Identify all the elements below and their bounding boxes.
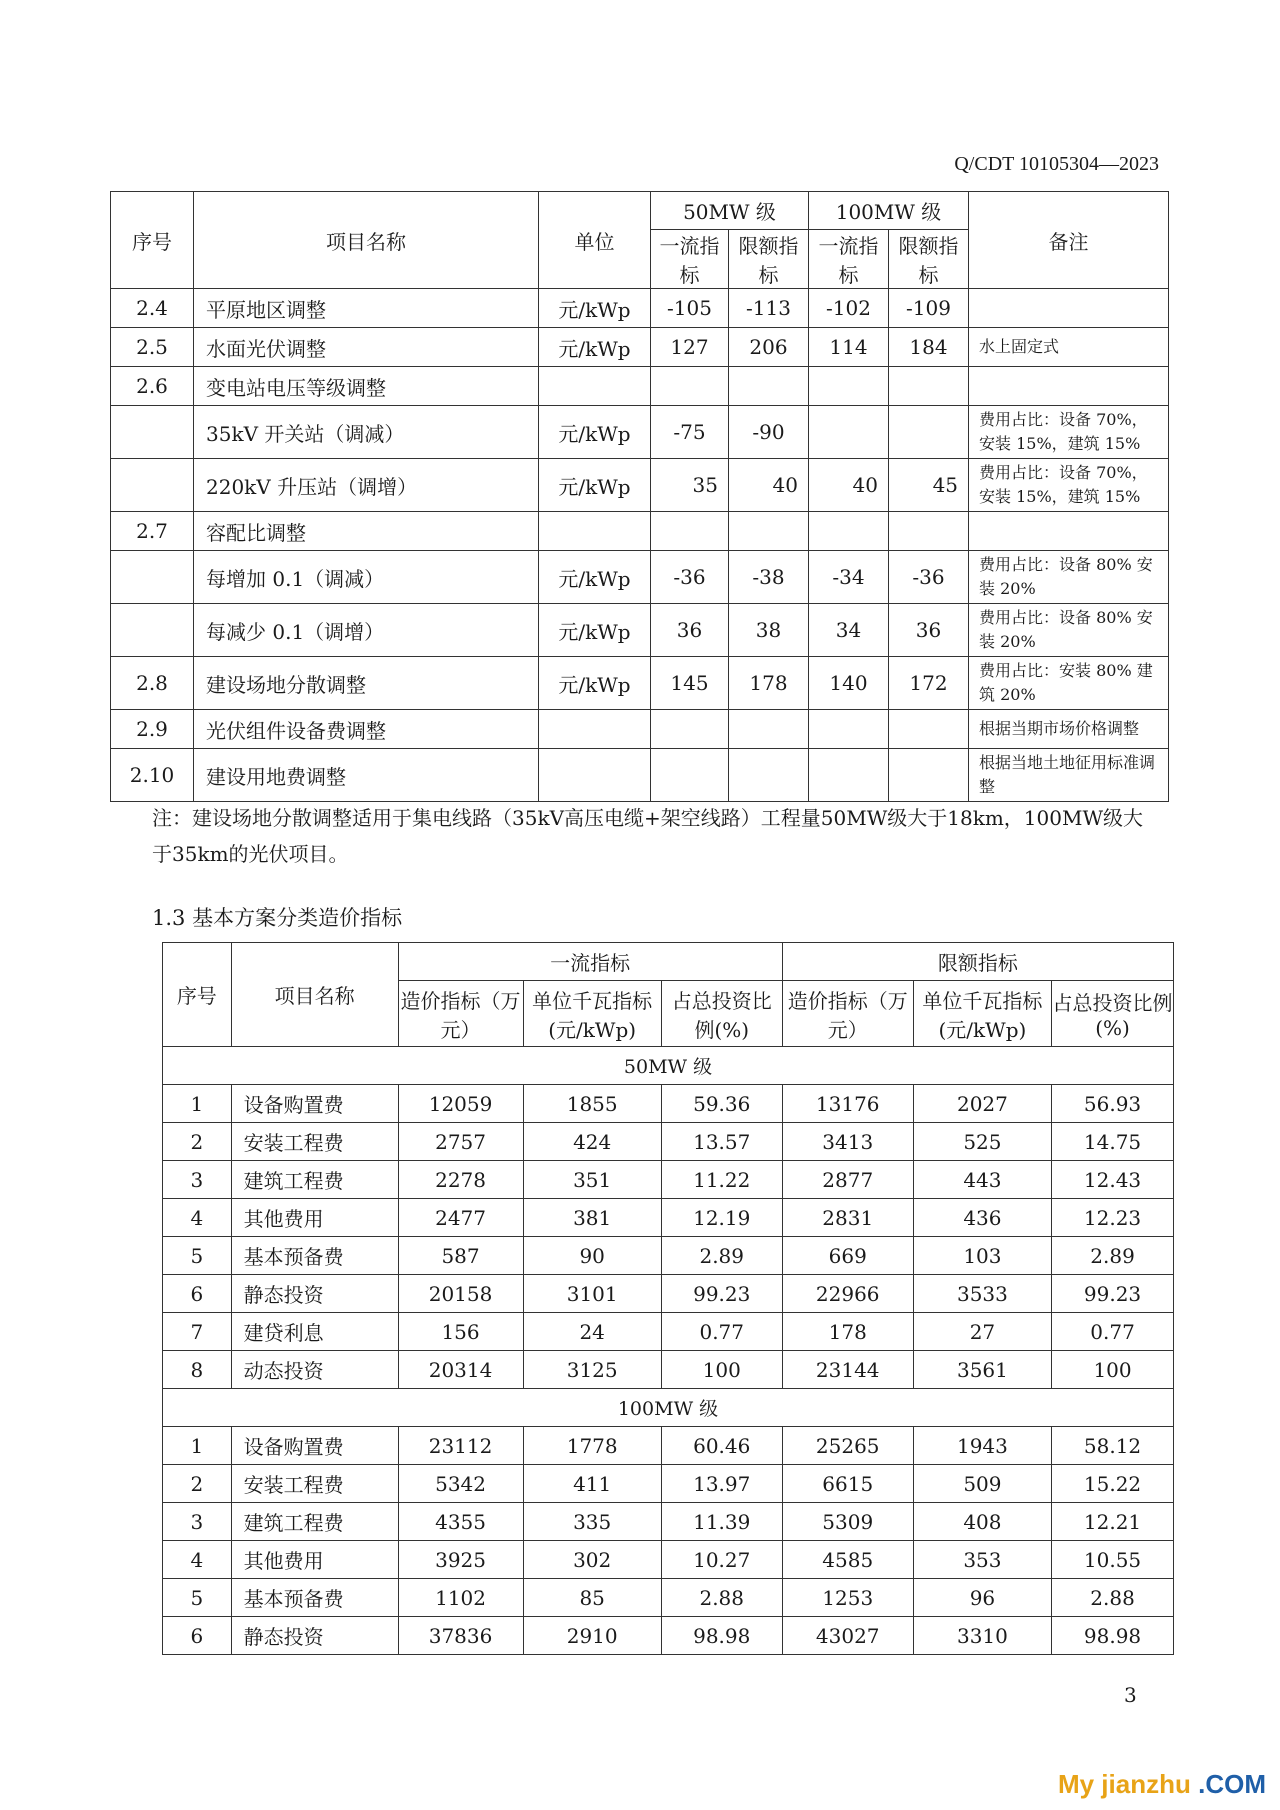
cell-value: 14.75	[1052, 1123, 1174, 1161]
col-cost: 造价指标（万元）	[398, 981, 523, 1047]
table-row	[163, 1351, 1174, 1389]
cell-value: 443	[913, 1161, 1051, 1199]
cell-value: 509	[913, 1465, 1051, 1503]
page-number: 3	[1124, 1683, 1137, 1707]
col-unit-cost: 单位千瓦指标(元/kWp)	[913, 981, 1051, 1047]
cell-value	[651, 749, 729, 802]
col-ratio: 占总投资比例(%)	[1052, 981, 1174, 1047]
cell-value: 172	[889, 657, 969, 710]
col-remark: 备注	[969, 192, 1169, 289]
cell-seq: 5	[163, 1237, 232, 1275]
cell-value: 59.36	[661, 1085, 782, 1123]
table-row	[163, 1541, 1174, 1579]
cell-value: 10.55	[1052, 1541, 1174, 1579]
col-unit: 单位	[539, 192, 651, 289]
table-row	[163, 1617, 1174, 1655]
cell-name: 建设场地分散调整	[194, 657, 539, 710]
cell-value: 525	[913, 1123, 1051, 1161]
cell-value: 1855	[523, 1085, 661, 1123]
cell-value	[809, 512, 889, 551]
cell-value: 411	[523, 1465, 661, 1503]
cell-name: 其他费用	[231, 1199, 398, 1237]
adjustment-table	[110, 191, 1169, 802]
cell-value: 23112	[398, 1427, 523, 1465]
cell-value: 178	[782, 1313, 913, 1351]
cell-seq	[111, 406, 194, 459]
col-ratio: 占总投资比例(%)	[661, 981, 782, 1047]
table-row	[111, 657, 1169, 710]
cell-value: 34	[809, 604, 889, 657]
table-row	[111, 551, 1169, 604]
cell-name: 其他费用	[231, 1541, 398, 1579]
cell-value	[809, 367, 889, 406]
cell-value	[889, 749, 969, 802]
cell-seq: 2.5	[111, 328, 194, 367]
cell-seq: 2.7	[111, 512, 194, 551]
cell-value: 36	[651, 604, 729, 657]
cell-value: 2.89	[661, 1237, 782, 1275]
cell-value: 56.93	[1052, 1085, 1174, 1123]
cell-seq: 2	[163, 1123, 232, 1161]
cell-seq: 2	[163, 1465, 232, 1503]
cell-value: 43027	[782, 1617, 913, 1655]
cell-value: 103	[913, 1237, 1051, 1275]
table-row	[111, 459, 1169, 512]
cell-value: 1253	[782, 1579, 913, 1617]
cell-value: 353	[913, 1541, 1051, 1579]
cell-value: 5309	[782, 1503, 913, 1541]
cell-unit	[539, 512, 651, 551]
cell-value: 10.27	[661, 1541, 782, 1579]
cell-value: 3125	[523, 1351, 661, 1389]
cell-value: 140	[809, 657, 889, 710]
cell-value: -34	[809, 551, 889, 604]
cell-value: 99.23	[1052, 1275, 1174, 1313]
cell-value: -102	[809, 289, 889, 328]
cell-value: 156	[398, 1313, 523, 1351]
cell-value: 2027	[913, 1085, 1051, 1123]
table-row	[111, 710, 1169, 749]
site-watermark	[1058, 1769, 1266, 1800]
cell-value	[729, 710, 809, 749]
cell-value: 98.98	[661, 1617, 782, 1655]
col-group-first-class: 一流指标	[398, 943, 782, 981]
cell-seq: 2.8	[111, 657, 194, 710]
cell-value: 45	[889, 459, 969, 512]
table-row	[163, 1275, 1174, 1313]
cell-remark: 费用占比：安装 80% 建筑 20%	[969, 657, 1169, 710]
cell-value: 424	[523, 1123, 661, 1161]
cell-value: 12.21	[1052, 1503, 1174, 1541]
table-row	[111, 604, 1169, 657]
cell-name: 建贷利息	[231, 1313, 398, 1351]
cell-value: 13176	[782, 1085, 913, 1123]
cell-value: 96	[913, 1579, 1051, 1617]
col-group-100mw: 100MW 级	[809, 192, 969, 230]
cell-seq: 1	[163, 1085, 232, 1123]
cell-unit: 元/kWp	[539, 459, 651, 512]
cell-name: 建设用地费调整	[194, 749, 539, 802]
cell-name: 静态投资	[231, 1617, 398, 1655]
cell-seq: 5	[163, 1579, 232, 1617]
cell-seq: 4	[163, 1199, 232, 1237]
table-row	[163, 1161, 1174, 1199]
cell-seq: 3	[163, 1503, 232, 1541]
cell-name: 光伏组件设备费调整	[194, 710, 539, 749]
cell-value: 381	[523, 1199, 661, 1237]
table-row	[163, 1313, 1174, 1351]
cell-unit: 元/kWp	[539, 604, 651, 657]
standard-code: Q/CDT 10105304—2023	[954, 153, 1159, 175]
cell-value: 99.23	[661, 1275, 782, 1313]
col-unit-cost: 单位千瓦指标(元/kWp)	[523, 981, 661, 1047]
cell-value: -90	[729, 406, 809, 459]
cell-value	[809, 749, 889, 802]
cell-value: 2278	[398, 1161, 523, 1199]
cell-value	[809, 406, 889, 459]
cell-name: 动态投资	[231, 1351, 398, 1389]
cell-value: 2757	[398, 1123, 523, 1161]
group-label: 100MW 级	[163, 1389, 1174, 1427]
cell-value	[729, 749, 809, 802]
cell-value: 40	[729, 459, 809, 512]
cell-value: 100	[1052, 1351, 1174, 1389]
cost-index-table	[162, 942, 1174, 1655]
table-footnote: 注：建设场地分散调整适用于集电线路（35kV高压电缆+架空线路）工程量50MW级大于18km，100MW级大于35km的光伏项目。	[152, 806, 1143, 866]
cell-value: -38	[729, 551, 809, 604]
cell-seq	[111, 459, 194, 512]
cell-name: 静态投资	[231, 1275, 398, 1313]
cell-value: 20158	[398, 1275, 523, 1313]
cell-name: 设备购置费	[231, 1427, 398, 1465]
cell-name: 容配比调整	[194, 512, 539, 551]
cell-seq: 7	[163, 1313, 232, 1351]
cell-value: 38	[729, 604, 809, 657]
cell-value: 13.57	[661, 1123, 782, 1161]
cell-value: 22966	[782, 1275, 913, 1313]
cell-value: 5342	[398, 1465, 523, 1503]
cell-name: 安装工程费	[231, 1465, 398, 1503]
cell-value: 100	[661, 1351, 782, 1389]
group-label: 50MW 级	[163, 1047, 1174, 1085]
watermark-text: My jianzhu	[1057, 1769, 1191, 1799]
cell-value: -36	[889, 551, 969, 604]
group-row	[163, 1047, 1174, 1085]
cell-value: 6615	[782, 1465, 913, 1503]
col-seq: 序号	[111, 192, 194, 289]
cell-value: 1102	[398, 1579, 523, 1617]
cell-value: 24	[523, 1313, 661, 1351]
cell-seq	[111, 551, 194, 604]
cell-value: 13.97	[661, 1465, 782, 1503]
cell-value	[889, 512, 969, 551]
cell-value: 98.98	[1052, 1617, 1174, 1655]
cell-value: 2831	[782, 1199, 913, 1237]
table-row	[111, 512, 1169, 551]
cell-value: 0.77	[1052, 1313, 1174, 1351]
cell-value: 2.88	[1052, 1579, 1174, 1617]
cell-seq	[111, 604, 194, 657]
cell-name: 平原地区调整	[194, 289, 539, 328]
cell-name: 35kV 开关站（调减）	[194, 406, 539, 459]
cell-seq: 6	[163, 1617, 232, 1655]
col-group-50mw: 50MW 级	[651, 192, 809, 230]
col-group-limit: 限额指标	[782, 943, 1173, 981]
cell-value: 4355	[398, 1503, 523, 1541]
cell-value: 3310	[913, 1617, 1051, 1655]
cell-value	[809, 710, 889, 749]
cell-value: -109	[889, 289, 969, 328]
cell-seq: 3	[163, 1161, 232, 1199]
cell-remark: 费用占比：设备 70%， 安装 15%，建筑 15%	[969, 459, 1169, 512]
cell-seq: 6	[163, 1275, 232, 1313]
cell-remark: 根据当地土地征用标准调整	[969, 749, 1169, 802]
cell-value: 11.39	[661, 1503, 782, 1541]
col-name: 项目名称	[194, 192, 539, 289]
cell-value: 3533	[913, 1275, 1051, 1313]
cell-name: 变电站电压等级调整	[194, 367, 539, 406]
cell-name: 水面光伏调整	[194, 328, 539, 367]
col-name: 项目名称	[231, 943, 398, 1047]
cell-value: 2.89	[1052, 1237, 1174, 1275]
cell-value: 408	[913, 1503, 1051, 1541]
cell-value: -113	[729, 289, 809, 328]
col-first-class: 一流指标	[809, 230, 889, 289]
cell-seq: 2.10	[111, 749, 194, 802]
cell-value: 20314	[398, 1351, 523, 1389]
section-title: 1.3 基本方案分类造价指标	[152, 906, 403, 930]
cell-value: 3925	[398, 1541, 523, 1579]
cell-value: -75	[651, 406, 729, 459]
cell-value	[889, 406, 969, 459]
cell-value: 3413	[782, 1123, 913, 1161]
cell-value	[729, 367, 809, 406]
cell-value: 2910	[523, 1617, 661, 1655]
cell-remark	[969, 289, 1169, 328]
cell-remark	[969, 512, 1169, 551]
table-row	[163, 1465, 1174, 1503]
cell-value	[651, 710, 729, 749]
cell-name: 安装工程费	[231, 1123, 398, 1161]
cell-name: 建筑工程费	[231, 1161, 398, 1199]
cell-value: 23144	[782, 1351, 913, 1389]
cell-value: 3101	[523, 1275, 661, 1313]
cell-value: 145	[651, 657, 729, 710]
cell-value: 178	[729, 657, 809, 710]
cell-value: 184	[889, 328, 969, 367]
cell-value: 2.88	[661, 1579, 782, 1617]
cell-value: 351	[523, 1161, 661, 1199]
cell-value: 12.23	[1052, 1199, 1174, 1237]
table-row	[163, 1579, 1174, 1617]
cell-value: 1943	[913, 1427, 1051, 1465]
cell-value: 11.22	[661, 1161, 782, 1199]
cell-value: 27	[913, 1313, 1051, 1351]
table-row	[111, 328, 1169, 367]
cell-value: 206	[729, 328, 809, 367]
cell-seq: 2.6	[111, 367, 194, 406]
watermark-suffix: .COM	[1198, 1769, 1266, 1799]
table-row	[163, 1085, 1174, 1123]
col-first-class: 一流指标	[651, 230, 729, 289]
cell-value: -105	[651, 289, 729, 328]
cell-name: 设备购置费	[231, 1085, 398, 1123]
cell-value: 4585	[782, 1541, 913, 1579]
cell-value	[729, 512, 809, 551]
cell-remark: 费用占比：设备 70%， 安装 15%，建筑 15%	[969, 406, 1169, 459]
cell-remark: 费用占比：设备 80% 安装 20%	[969, 551, 1169, 604]
cell-value: 90	[523, 1237, 661, 1275]
cell-value: 127	[651, 328, 729, 367]
cell-value: 0.77	[661, 1313, 782, 1351]
table-row	[163, 1199, 1174, 1237]
cell-value: 25265	[782, 1427, 913, 1465]
cell-name: 建筑工程费	[231, 1503, 398, 1541]
cell-name: 每增加 0.1（调减）	[194, 551, 539, 604]
col-seq: 序号	[163, 943, 232, 1047]
col-limit: 限额指标	[729, 230, 809, 289]
cell-unit	[539, 749, 651, 802]
cell-value: 40	[809, 459, 889, 512]
table-row	[111, 749, 1169, 802]
cell-unit	[539, 367, 651, 406]
table-row	[163, 1427, 1174, 1465]
cell-value: 3561	[913, 1351, 1051, 1389]
cell-value: 12.19	[661, 1199, 782, 1237]
cell-value: 587	[398, 1237, 523, 1275]
cell-value: 60.46	[661, 1427, 782, 1465]
cell-value: 35	[651, 459, 729, 512]
cell-seq: 4	[163, 1541, 232, 1579]
cell-value	[889, 710, 969, 749]
cell-value	[889, 367, 969, 406]
cell-value: 669	[782, 1237, 913, 1275]
group-row	[163, 1389, 1174, 1427]
cell-value: 436	[913, 1199, 1051, 1237]
cell-unit: 元/kWp	[539, 328, 651, 367]
cell-value: 2877	[782, 1161, 913, 1199]
table-row	[111, 406, 1169, 459]
cell-value	[651, 367, 729, 406]
cell-unit: 元/kWp	[539, 551, 651, 604]
cell-name: 基本预备费	[231, 1579, 398, 1617]
cell-seq: 2.9	[111, 710, 194, 749]
cell-seq: 2.4	[111, 289, 194, 328]
cell-remark: 水上固定式	[969, 328, 1169, 367]
col-limit: 限额指标	[889, 230, 969, 289]
table-row	[163, 1123, 1174, 1161]
cell-name: 220kV 升压站（调增）	[194, 459, 539, 512]
cell-seq: 8	[163, 1351, 232, 1389]
cell-value: 1778	[523, 1427, 661, 1465]
table-row	[163, 1503, 1174, 1541]
cell-remark: 根据当期市场价格调整	[969, 710, 1169, 749]
table-row	[111, 289, 1169, 328]
table-row	[163, 1237, 1174, 1275]
cell-value: 12.43	[1052, 1161, 1174, 1199]
cell-unit	[539, 710, 651, 749]
cell-remark	[969, 367, 1169, 406]
cell-remark: 费用占比：设备 80% 安装 20%	[969, 604, 1169, 657]
col-cost: 造价指标（万元）	[782, 981, 913, 1047]
table-row	[111, 367, 1169, 406]
cell-name: 每减少 0.1（调增）	[194, 604, 539, 657]
cell-value: -36	[651, 551, 729, 604]
cell-name: 基本预备费	[231, 1237, 398, 1275]
cell-value: 85	[523, 1579, 661, 1617]
cell-value: 302	[523, 1541, 661, 1579]
cell-seq: 1	[163, 1427, 232, 1465]
cell-value: 15.22	[1052, 1465, 1174, 1503]
cell-unit: 元/kWp	[539, 657, 651, 710]
cell-value	[651, 512, 729, 551]
cell-value: 37836	[398, 1617, 523, 1655]
cell-unit: 元/kWp	[539, 289, 651, 328]
cell-value: 58.12	[1052, 1427, 1174, 1465]
cell-value: 114	[809, 328, 889, 367]
cell-unit: 元/kWp	[539, 406, 651, 459]
cell-value: 2477	[398, 1199, 523, 1237]
cell-value: 36	[889, 604, 969, 657]
cell-value: 12059	[398, 1085, 523, 1123]
cell-value: 335	[523, 1503, 661, 1541]
